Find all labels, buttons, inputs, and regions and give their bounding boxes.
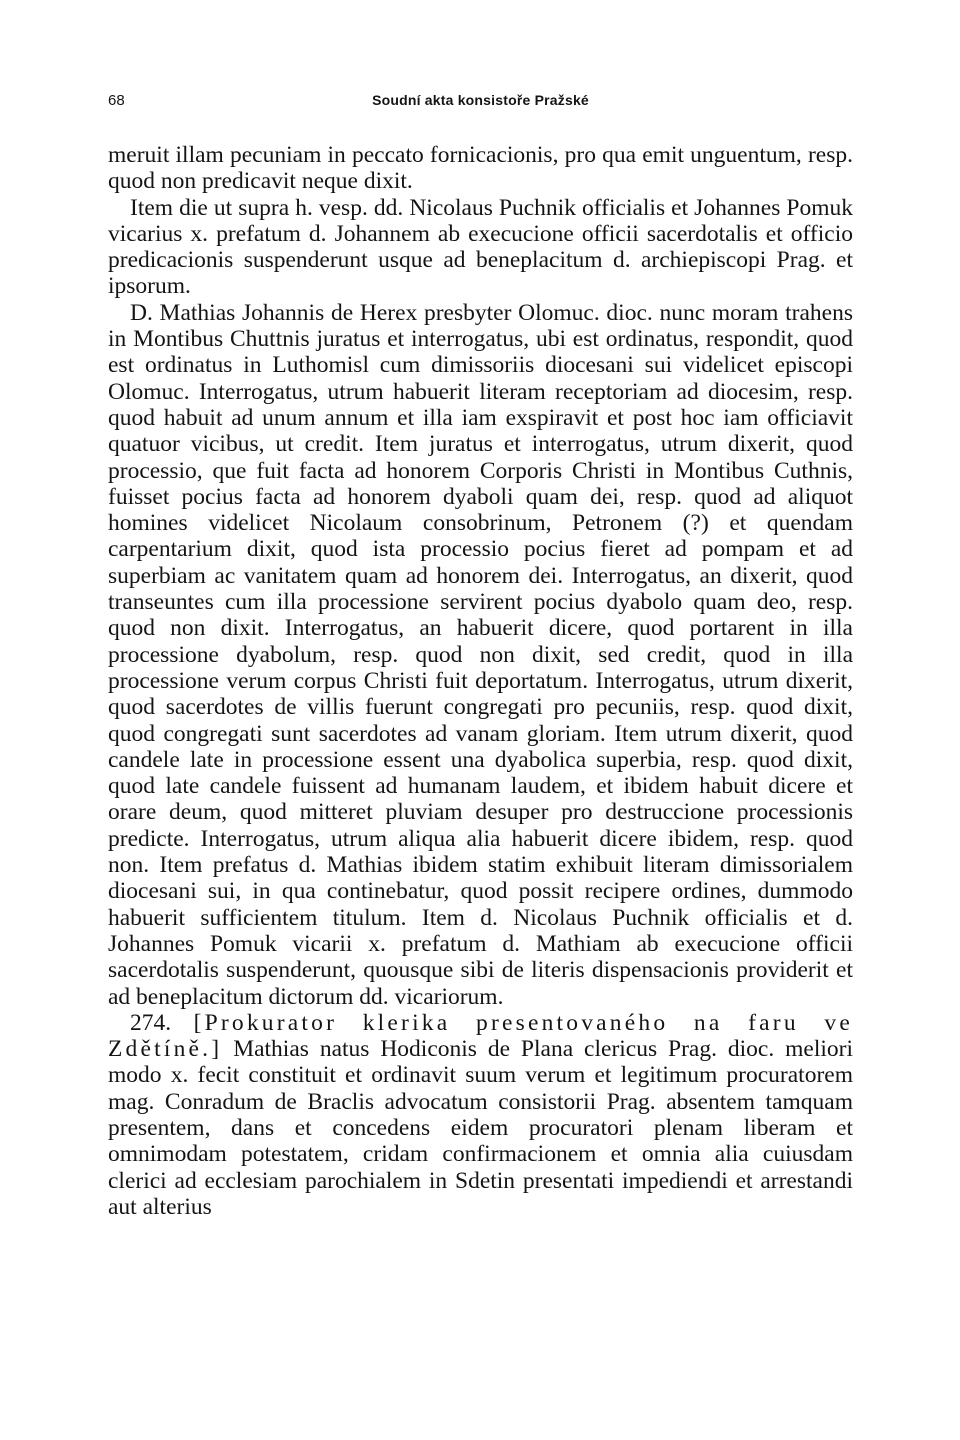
document-page	[108, 88, 853, 1220]
entry-274	[108, 1010, 853, 1220]
page-number: 68	[108, 92, 125, 109]
entry-number: 274.	[130, 1009, 172, 1036]
paragraph-continuation: meruit illam pecuniam in peccato fornicacionis, pro qua emit unguentum, resp. quod non predicavit neque dixit.	[108, 142, 853, 195]
paragraph-suspension: Item die ut supra h. vesp. dd. Nicolaus Puchnik officialis et Johannes Pomuk vicarius x. prefatum d. Johannem ab execucione officii sacerdotalis et officio predicacionis suspenderunt usque ad beneplacitum d. archiepiscopi Prag. et ipsorum.	[108, 194, 853, 300]
page-header	[108, 88, 853, 118]
entry-text: Mathias natus Hodiconis de Plana clericus Prag. dioc. meliori modo x. fecit constituit et ordinavit suum verum et legitimum procuratorem mag. Conradum de Braclis advocatum consistorii Prag. absentem tamquam presentem, dans et concedens eidem procuratori plenam liberam et omnimodam potestatem, cridam confirmacionem et omnia alia cuiusdam clerici ad ecclesiam parochialem in Sdetin presentati impediendi et arrestandi aut alterius	[108, 1036, 854, 1220]
body-text	[108, 142, 853, 1220]
paragraph-interrogation: D. Mathias Johannis de Herex presbyter Olomuc. dioc. nunc moram trahens in Montibus Chuttnis juratus et interrogatus, ubi est ordinatus, respondit, quod est ordinatus in Luthomisl cum dimissoriis diocesani sui videlicet episcopi Olomuc. Interrogatus, utrum habuerit literam receptoriam ad diocesim, resp. quod habuit ad unum annum et illa iam exspiravit et post hoc iam officiavit quatuor vicibus, ut credit. Item juratus et interrogatus, utrum dixerit, quod processio, que fuit facta ad honorem Corporis Christi in Montibus Cuthnis, fuisset pocius facta ad honorem dyaboli quam dei, resp. quod ad aliquot homines videlicet Nicolaum consobrinum, Petronem (?) et quendam carpentarium dixit, quod ista processio pocius fieret ad pompam et ad superbiam ac vanitatem quam ad honorem dei. Interrogatus, an dixerit, quod transeuntes cum illa processione servirent pocius dyabolo quam deo, resp. quod non dixit. Interrogatus, an habuerit dicere, quod portarent in illa processione dyabolum, resp. quod non dixit, sed credit, quod in illa processione verum corpus Christi fuit deportatum. Interrogatus, utrum dixerit, quod sacerdotes de villis fuerunt congregati pro pecuniis, resp. quod dixit, quod congregati sunt sacerdotes ad vanam gloriam. Item utrum dixerit, quod candele late in processione essent una dyabolica superbia, resp. quod dixit, quod late candele fuissent ad humanam laudem, et ibidem habuit dicere et orare deum, quod mitteret pluviam desuper pro destruccione processionis predicte. Interrogatus, utrum aliqua alia habuerit dicere ibidem, resp. quod non. Item prefatus d. Mathias ibidem statim exhibuit literam dimissorialem diocesani sui, in qua continebatur, quod possit recipere ordines, dummodo habuerit sufficientem titulum. Item d. Nicolaus Puchnik officialis et d. Johannes Pomuk vicarii x. prefatum d. Mathiam ab execucione officii sacerdotalis suspenderunt, quousque sibi de literis dispensacionis providerit et ad beneplacitum dictorum dd. vicariorum.	[108, 299, 853, 1010]
running-title: Soudní akta konsistoře Pražské	[372, 92, 589, 108]
entry-rubric: [Prokurator klerika presentovaného na faru ve Zdětíně.]	[108, 1009, 853, 1063]
